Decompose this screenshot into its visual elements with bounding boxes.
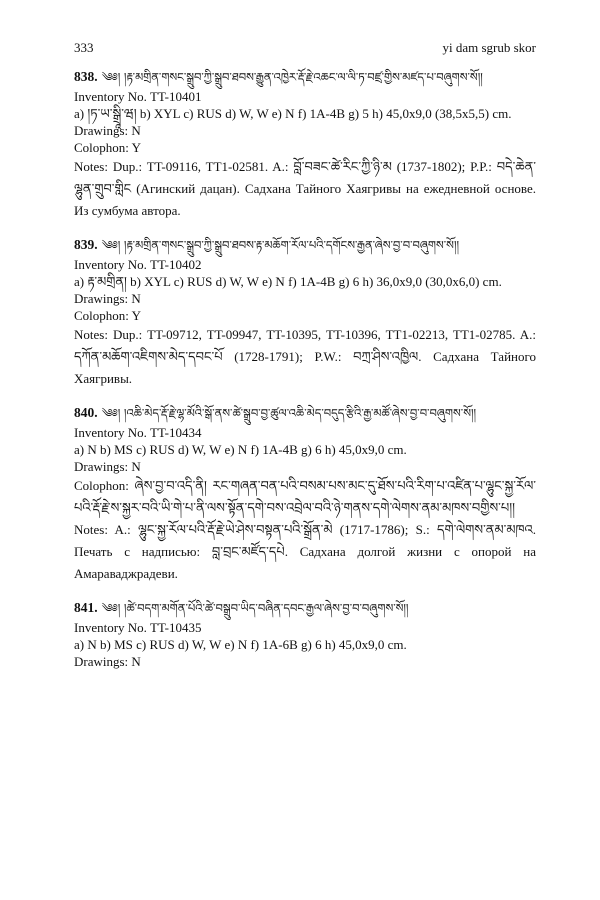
- catalog-entry: [74, 597, 536, 670]
- inventory-number: Inventory No. TT-10401: [74, 89, 202, 104]
- entry-title: [74, 402, 536, 424]
- entry-tibetan-title: ༄༅། །ཚེ་བདག་མགོན་པོའི་ཚེ་བསྒྲུབ་ཡིད་བཞིན་དབང་རྒྱལ་ཞེས་བྱ་བ་བཞུགས་སོ།།: [101, 601, 409, 615]
- entry-details: a) N b) MS c) RUS d) W, W e) N f) 1A-6B g) 6 h) 45,0x9,0 cm.: [74, 637, 407, 652]
- entry-title: [74, 234, 536, 256]
- entry-tibetan-title: ༄༅། །རྟ་མགྲིན་གསང་སྒྲུབ་ཀྱི་སྒྲུབ་ཐབས་རྒྱུན་འཁྱེར་རྡོ་རྗེ་འཆང་ལ་ལི་ཏ་བཛྲ་གྱིས་མཛད་པ་བཞུགས་སོ།།: [101, 70, 483, 84]
- page-header: [74, 40, 536, 56]
- catalog-entry: [74, 402, 536, 585]
- drawings-field: Drawings: N: [74, 459, 141, 474]
- entry-number: 838.: [74, 69, 98, 84]
- notes-field: Notes: A.: ལྷུང་སྐྱ་རོལ་པའི་རྡོ་རྗེ་ཡེ་ཤེས་བསྟན་པའི་སྒྲོན་མེ (1717-1786); S.: དགེ་ལེགས་ནམ་མཁའ. Печать с надписью: བླ་བྲང་མཛོད་དཔེ. Садхана долгой жизни с опорой на Амараваджрадеви.: [74, 522, 536, 581]
- entry-details: a) N b) MS c) RUS d) W, W e) N f) 1A-4B g) 6 h) 45,0x9,0 cm.: [74, 442, 407, 457]
- catalog-page: [74, 40, 536, 682]
- catalog-entry: [74, 234, 536, 390]
- page-number: 333: [74, 40, 94, 55]
- inventory-number: Inventory No. TT-10434: [74, 425, 202, 440]
- drawings-field: Drawings: N: [74, 654, 141, 669]
- colophon-field: Colophon: Y: [74, 308, 142, 323]
- entry-number: 839.: [74, 237, 98, 252]
- entry-title: [74, 597, 536, 619]
- notes-field: Notes: Dup.: TT-09712, TT-09947, TT-10395, TT-10396, TT1-02213, TT1-02785. A.: དཀོན་མཆོག་འཇིགས་མེད་དབང་པོ (1728-1791); P.W.: བཀྲ་ཤིས་འཁྱིལ. Садхана Тайного Хаягривы.: [74, 327, 536, 386]
- inventory-number: Inventory No. TT-10402: [74, 257, 202, 272]
- entry-tibetan-title: ༄༅། །རྟ་མགྲིན་གསང་སྒྲུབ་ཀྱི་སྒྲུབ་ཐབས་རྟ་མཆོག་རོལ་པའི་དགོངས་རྒྱན་ཞེས་བྱ་བ་བཞུགས་སོ།།: [101, 238, 460, 252]
- entry-number: 841.: [74, 600, 98, 615]
- drawings-field: Drawings: N: [74, 291, 141, 306]
- running-title: yi dam sgrub skor: [442, 40, 536, 55]
- colophon-field: Colophon: ཞེས་བྱ་བ་འདི་ནི། རང་གཞན་བན་པའི་བསམ་པས་མང་དུ་ཐོས་པའི་རིག་པ་འཛིན་པ་ལྷུང་སྐྱ་རོལ་པའི་རྡོ་རྗེ་ས་སྐྱར་བའི་ཡི་གེ་པ་ནི་ལས་སྟོན་དགེ་བས་འབྲེལ་བའི་ཉེ་གནས་དགེ་ལེགས་ནམ་མཁས་བགྱིས་པ།།: [74, 478, 536, 515]
- notes-field: Notes: Dup.: TT-09116, TT1-02581. A.: བློ་བཟང་ཚེ་རིང་ཀྱི་ཉི་མ (1737-1802); P.P.: བདེ་ཆེན་ལྷུན་གྲུབ་གླིང (Агинский дацан). Садхана Тайного Хаягривы на ежедневной основе. Из сумбума автора.: [74, 159, 536, 218]
- drawings-field: Drawings: N: [74, 123, 141, 138]
- entry-tibetan-title: ༄༅། །འཆི་མེད་རྡོ་རྗེ་ལྷ་མོའི་སྒོ་ནས་ཚེ་སྒྲུབ་བྱ་ཚུལ་འཆི་མེད་བདུད་རྩིའི་རྒྱ་མཚོ་ཞེས་བྱ་བ་བཞུགས་སོ།།: [101, 406, 477, 420]
- entry-details: a) །ཏ་ཡ་སྒྲཱི་ཝ། b) XYL c) RUS d) W, W e) N f) 1A-4B g) 5 h) 45,0x9,0 (38,5x5,5) cm.: [74, 106, 512, 121]
- entry-details: a) རྟ་མགྲིན། b) XYL c) RUS d) W, W e) N f) 1A-4B g) 6 h) 36,0x9,0 (30,0x6,0) cm.: [74, 274, 502, 289]
- inventory-number: Inventory No. TT-10435: [74, 620, 202, 635]
- colophon-field: Colophon: Y: [74, 140, 142, 155]
- entry-number: 840.: [74, 405, 98, 420]
- entry-title: [74, 66, 536, 88]
- catalog-entry: [74, 66, 536, 222]
